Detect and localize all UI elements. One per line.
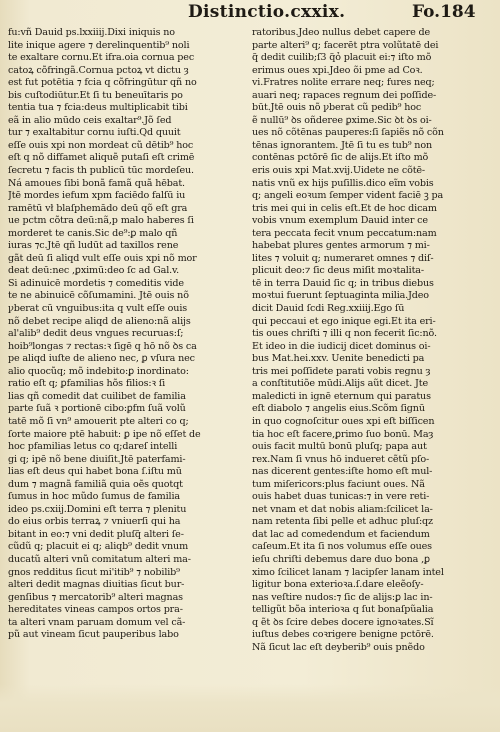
- text-line: ſorte maiore ptē habuit: ꝑ ipe nõ eſſet de: [8, 428, 201, 440]
- text-line: dum ⁊ magnã familiã quia oẽs quotqt: [8, 478, 183, 490]
- text-line: in quo cognoſcitur oues xpi eſt biſſicen: [252, 415, 435, 427]
- text-line: lite inique agere ⁊ derelinquentib⁹ noli: [8, 39, 190, 51]
- text-line: bitant in eo:⁊ vni dedit pluſq̃ alteri ſe-: [8, 528, 184, 540]
- text-line: ligitur bona exterioꝛa.ſ.dare eleẽoſy-: [252, 579, 424, 591]
- text-line: iuras ⁊c.Jtē qñ ludūt ad taxillos rene: [8, 240, 179, 252]
- text-line: contēnas pctōrē ſic de alijs.Et iſto mõ: [252, 152, 429, 164]
- text-line: ꝩberat cū vnguibus:ita q vult eſſe ouis: [8, 303, 188, 315]
- text-line: natis vnũ ex hijs puſillis.dico eĩm vobis: [252, 177, 434, 189]
- text-line: cũdũ q; placuit ei q; aliqb⁹ dedit vnum: [8, 541, 189, 553]
- running-head: Distinctio.cxxix.: [188, 2, 346, 22]
- text-line: gnos redditus ſicut mi'itib⁹ ⁊ nobilib⁹: [8, 566, 180, 578]
- text-line: nas veſtire nudos:⁊ ſic de alijs:ꝑ lac in-: [252, 591, 433, 603]
- text-line: eſt diabolo ⁊ angelis eius.Scõm ſignū: [252, 403, 425, 415]
- text-line: hoib⁹longas ⁊ rectas:ꝛ ſigē q hō nõ ꝺs ca: [8, 340, 197, 352]
- text-line: eã in alio mūdo ceis exaltar⁹.Jõ ſed: [8, 114, 172, 126]
- text-line: tentia tua ⁊ fcia:deus multiplicabit tibi: [8, 102, 188, 114]
- text-line: genſibus ⁊ mercatorib⁹ alteri magnas: [8, 591, 183, 603]
- text-line: rex.Nam ſi vnus hō indueret cẽtũ pſo-: [252, 453, 430, 465]
- text-line: ximo ſcilicet lanam ⁊ lacipſer lanam intel: [252, 566, 444, 578]
- text-line: ideo ps.cxiij.Domini eſt terra ⁊ plenitu: [8, 503, 187, 515]
- text-line: q ẽt ꝺs ſcire debes docere ignoꝛates.Sĩ: [252, 616, 434, 628]
- text-line: vobis vnum exemplum Dauid inter ce: [252, 215, 428, 227]
- page-header: [0, 0, 500, 24]
- text-line: fu:vñ Dauid ps.lxxiiij.Dixi iniquis no: [8, 27, 175, 38]
- text-line: tris mei qui in celis eſt.Et de hoc dicam: [252, 202, 437, 214]
- page-bottom-edge: [0, 684, 500, 732]
- text-line: qui peccaui et ego inique egi.Et ita eri-: [252, 315, 436, 327]
- text-line: caſeum.Et ita ſi nos volumus eſſe oues: [252, 541, 432, 553]
- text-line: ouis habet duas tunicas:⁊ in vere reti-: [252, 491, 430, 503]
- text-line: est fut potētia ⁊ fcia q cõfringūtur qñ no: [8, 77, 197, 89]
- text-line: ſumus in hoc mũdo ſumus de familia: [8, 491, 180, 503]
- text-line: q; angeli eoꝛum ſemper vident faciē ꝫ pa: [252, 190, 444, 202]
- text-line: vi.Fratres nolite errare neq; fures neq;: [252, 77, 435, 89]
- text-line: habebat plures gentes armorum ⁊ mi-: [252, 240, 430, 252]
- text-line: bis cuſtodiūtur.Et ſi tu beneuītaris po: [8, 89, 183, 101]
- text-line: maledicti in ignē eternum qui paratus: [252, 390, 431, 402]
- text-line: ducatũ alteri vnũ comitatum alteri ma-: [8, 553, 191, 565]
- text-line: tatē mõ ſi vn⁹ amouerit pte alteri co q;: [8, 415, 189, 427]
- text-line: do eius orbis terraꝝ ⁊ vniuerſi qui ha: [8, 516, 181, 528]
- text-line: tia hoc eſt facere,ꝑrimo ſuo bonū. Maȝ: [252, 428, 434, 440]
- text-line: tis oues chriſti ⁊ illi q non fecerit ſic:nõ.: [252, 328, 437, 340]
- text-line: hereditates vineas campos ortos pra-: [8, 604, 183, 616]
- text-line: tum miſericors:plus faciunt oues. Nã: [252, 478, 425, 490]
- text-line: deat deū:nec ,ꝑximū:deo ſc ad Gal.v.: [8, 265, 180, 277]
- text-line: nas dicerent gentes:iſte homo eſt mul-: [252, 466, 433, 478]
- text-line: Si adinuicē mordetis ⁊ comeditis vide: [8, 277, 184, 289]
- text-line: gãt deū ſi aliqd vult eſſe ouis xpi nõ mor: [8, 252, 197, 264]
- folio-number: Fo.184: [412, 2, 476, 22]
- text-line: erimus oues xpi.Jdeo õi pme ad Coꝛ.: [252, 64, 423, 76]
- text-line: te ne abinuicē cõſumamini. Jtē ouis nõ: [8, 290, 189, 302]
- text-line: gi q; ipē nõ bene diuiſit.Jtē paterfami-: [8, 453, 186, 465]
- text-line: Jtē mordes iefum xpm faciēdo falſū iu: [8, 190, 186, 202]
- text-line: morderet te canis.Sic de⁹:ꝑ malo qñ: [8, 227, 178, 239]
- text-line: bus Mat.hei.xxv. Uenite benedicti pa: [252, 353, 425, 365]
- text-line: ouis facit multū bonū pluſq; papa aut: [252, 441, 427, 453]
- text-line: lites ⁊ voluit q; numeraret omnes ⁊ diſ-: [252, 252, 434, 264]
- text-line: dicit Dauid ſcdi Reg.xxiiij.Ego ſū: [252, 303, 405, 315]
- text-line: eris ouis xpi Mat.xvij.Uidete ne cõtē-: [252, 165, 426, 177]
- right-text-column: [252, 27, 464, 654]
- text-line: ieſu chriſti debemus dare duo bona ,ꝑ: [252, 553, 430, 565]
- text-line: a conſtitutiõe mūdi.Alijs aũt dicet. Jte: [252, 378, 428, 390]
- text-line: telligũt bõa interioꝛa q ſut bonaſpũalia: [252, 604, 434, 616]
- text-line: būt.Jtē ouis nõ ꝩberat cũ pedib⁹ hoc: [252, 102, 422, 114]
- text-line: tēnas ignorantem. Jtē ſi tu es tub⁹ non: [252, 139, 432, 151]
- text-line: parte alteri⁹ q; facerēt ptra volũtatē dei: [252, 39, 439, 51]
- text-line: lias eſt deus qui habet bona ſ.iſtu mū: [8, 466, 182, 478]
- text-line: parte ſuã ꝛ portionē cibo:ꝑfm ſuã volũ: [8, 403, 186, 415]
- left-text-column: [8, 27, 220, 642]
- text-line: nõ debet recipe aliqd de alieno:nã alijs: [8, 315, 191, 327]
- text-line: eſſe ouis xpi non mordeat cũ dētib⁹ hoc: [8, 139, 194, 151]
- text-line: al'alib⁹ dedit deus vngues recuruas:ſ;: [8, 328, 184, 340]
- text-line: dat lac ad comedendum et faciendum: [252, 528, 430, 540]
- text-line: pe aliqd iuſte de alieno nec, ꝑ vſura nec: [8, 353, 195, 365]
- text-line: moꝛtui fuerunt ſeptuaginta milia.Jdeo: [252, 290, 429, 302]
- text-line: ta alteri vnam paruam domum vel cã-: [8, 616, 186, 628]
- text-line: auari neq; rapaces regnum dei poſſide-: [252, 89, 437, 101]
- text-line: nam retenta ſibi pelle et adhuc pluſ:qz: [252, 516, 433, 528]
- text-line: ſecretu ⁊ facis th publicū tūc mordeſeu.: [8, 165, 194, 177]
- text-line: hoc pfamilias letus co q;dareſ intelli: [8, 441, 178, 453]
- text-line: plicuit deo:⁊ ſic deus miſit moꝛtalita-: [252, 265, 424, 277]
- text-line: ues nõ cõtēnas pauperes:ſi ſapiẽs nõ cõn: [252, 127, 444, 139]
- text-line: iuſtus debes coꝛrigere benigne pctōrē.: [252, 629, 434, 641]
- text-line: net vnam et dat nobis aliam:ſcilicet la-: [252, 503, 433, 515]
- text-line: te exaltare cornu.Et ifra.oia cornua pec: [8, 52, 195, 64]
- text-line: ratoribus.Jdeo nullus debet capere de: [252, 27, 431, 38]
- text-line: Nã ſicut lac eſt deyberib⁹ ouis pnẽdo: [252, 641, 425, 653]
- text-line: tē in terra Dauid ſic q; in tribus diebus: [252, 277, 434, 289]
- text-line: tera peccata fecit vnum peccatum:nam: [252, 227, 437, 239]
- text-line: tur ⁊ exaltabitur cornu iuſti.Qd quuit: [8, 127, 181, 139]
- text-line: Ná amoues ſibi bonã famã quã hēbat.: [8, 177, 185, 189]
- text-line: q̃ dedit cuilib;ſ3 q̃ỏ placuit ei:⁊ iſto mõ: [252, 52, 432, 64]
- text-line: ratio eſt q; ꝑfamilias hõs filios:ꝛ ſi: [8, 378, 166, 390]
- text-line: ẽ nullū⁹ ꝺs oñderee ꝑxime.Sic ꝺt ꝺs oi-: [252, 114, 432, 126]
- text-line: lias qñ comedit dat cuilibet de familia: [8, 390, 186, 402]
- text-line: tris mei poſſidete parati vobis regnu ȝ: [252, 365, 431, 377]
- text-line: ue pctm cõtra deū:nã,p malo haberes ſi: [8, 215, 194, 227]
- text-line: Et ideo in die iudicij dicet dominus oi-: [252, 340, 431, 352]
- text-line: alio quocũq; mõ indebito:ꝑ inordinato:: [8, 365, 189, 377]
- text-line: pũ aut vineam ſicut pauperibus labo: [8, 629, 179, 641]
- text-line: ramētū vł blaſphemādo deū qõ eſt gra: [8, 202, 188, 214]
- text-line: eſt q nõ diffamet aliquẽ putaſi eſt crimē: [8, 152, 195, 164]
- text-line: catoꝝ cõfringã.Cornua pctoꝝ vt dictu ȝ: [8, 64, 189, 76]
- text-line: alteri dedit magnas diuitias ſicut bur-: [8, 579, 185, 591]
